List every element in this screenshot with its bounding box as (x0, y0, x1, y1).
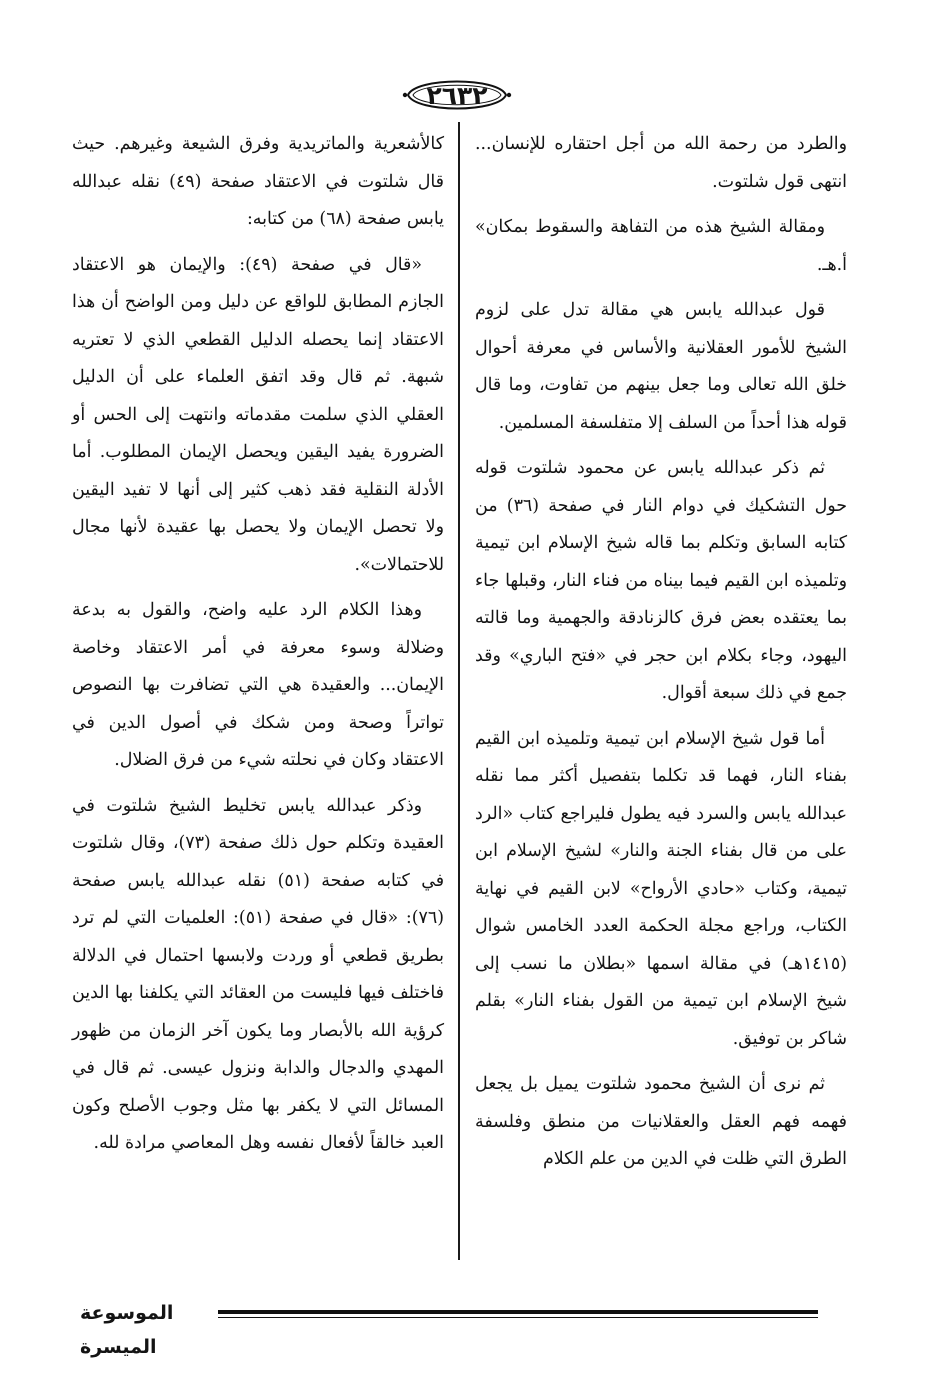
footer-title: الموسوعة الميسرة (80, 1302, 174, 1358)
paragraph: كالأشعرية والماتريدية وفرق الشيعة وغيرهم. حيث قال شلتوت في الاعتقاد صفحة (٤٩) نقله عبدالله يابس صفحة (٦٨) من كتابه: (72, 134, 444, 229)
page-footer (0, 1296, 932, 1358)
footer-rule (218, 1310, 818, 1314)
left-column (72, 126, 444, 1171)
page-number: ٢٦٣٢ (426, 81, 488, 110)
paragraph: ثم نرى أن الشيخ محمود شلتوت يميل بل يجعل فهمه فهم العقل والعقلانيات من منطق وفلسفة الطرق التي ظلت في الدين من علم الكلام (475, 1074, 847, 1169)
footer-rule-thin (218, 1317, 818, 1318)
column-divider (458, 122, 460, 1260)
paragraph: ومقالة الشيخ هذه من التفاهة والسقوط بمكان» أ.هـ. (475, 217, 847, 275)
paragraph: قول عبدالله يابس هي مقالة تدل على لزوم الشيخ للأمور العقلانية والأساس في معرفة أحوال خلق الله تعالى وما جعل بينهم من تفاوت، وما قال قوله هذا أحداً من السلف إلا متفلسفة المسلمين. (475, 300, 847, 433)
right-column (475, 126, 847, 1187)
paragraph: وذكر عبدالله يابس تخليط الشيخ شلتوت في العقيدة وتكلم حول ذلك صفحة (٧٣)، وقال شلتوت في كتابه صفحة (٥١) نقله عبدالله يابس صفحة (٧٦): «قال في صفحة (٥١): العلميات التي لم ترد بطريق قطعي أو وردت ولابسها احتمال في الدلالة فاختلف فيها فليست من العقائد التي يكلفنا بها الدين كرؤية الله بالأبصار وما يكون آخر الزمان من ظهور المهدي والدجال والدابة ونزول عيسى. ثم قال في المسائل التي لا يكفر بها مثل وجوب الأصلح وكون العبد خالقاً لأفعال نفسه وهل المعاصي مرادة لله. (72, 795, 445, 1153)
paragraph: والطرد من رحمة الله من أجل احتقاره للإنسان... انتهى قول شلتوت. (475, 134, 847, 192)
paragraph: ثم ذكر عبدالله يابس عن محمود شلتوت قوله حول التشكيك في دوام النار في صفحة (٣٦) من كتابه السابق وتكلم بما قاله شيخ الإسلام ابن تيمية وتلميذه ابن القيم فيما بيناه من فناء النار، وقبلها جاء بما يعتقده بعض فرق كالزنادقة والجهمية وما قالته اليهود، وجاء بكلام ابن حجر في «فتح الباري» وقد جمع في ذلك سبعة أقوال. (475, 458, 847, 703)
paragraph: وهذا الكلام الرد عليه واضح، والقول به بدعة وضلالة وسوء معرفة في أمر الاعتقاد وخاصة الإيمان... والعقيدة هي التي تضافرت بها النصوص تواتراً وصحة ومن شكك في أصول الدين في الاعتقاد وكان في نحلته شيء من فرق الضلال. (72, 600, 444, 770)
paragraph: أما قول شيخ الإسلام ابن تيمية وتلميذه ابن القيم بفناء النار، فهما قد تكلما بتفصيل أكثر مما نقله عبدالله يابس والسرد فيه يطول فليراجع كتاب «الرد على من قال بفناء الجنة والنار» لشيخ الإسلام ابن تيمية، وكتاب «حادي الأرواح» لابن القيم في نهاية الكتاب، وراجع مجلة الحكمة العدد الخامس شوال (١٤١٥هـ) في مقالة اسمها «بطلان ما نسب إلى شيخ الإسلام ابن تيمية من القول بفناء النار» بقلم شاكر بن توفيق. (475, 728, 847, 1049)
quote-paragraph: «قال في صفحة (٤٩): والإيمان هو الاعتقاد الجازم المطابق للواقع عن دليل ومن الواضح أن هذا الاعتقاد إنما يحصله الدليل القطعي الذي لا تعتريه شبهة. ثم قال وقد اتفق العلماء على أن الدليل العقلي الذي سلمت مقدماته وانتهت إلى الحس أو الضرورة يفيد اليقين ويحصل الإيمان المطلوب. أما الأدلة النقلية فقد ذهب كثير إلى أنها لا تفيد اليقين ولا تحصل الإيمان ولا يحصل بها عقيدة لأنها مجال للاحتمالات». (72, 254, 444, 575)
page-header (0, 72, 932, 122)
